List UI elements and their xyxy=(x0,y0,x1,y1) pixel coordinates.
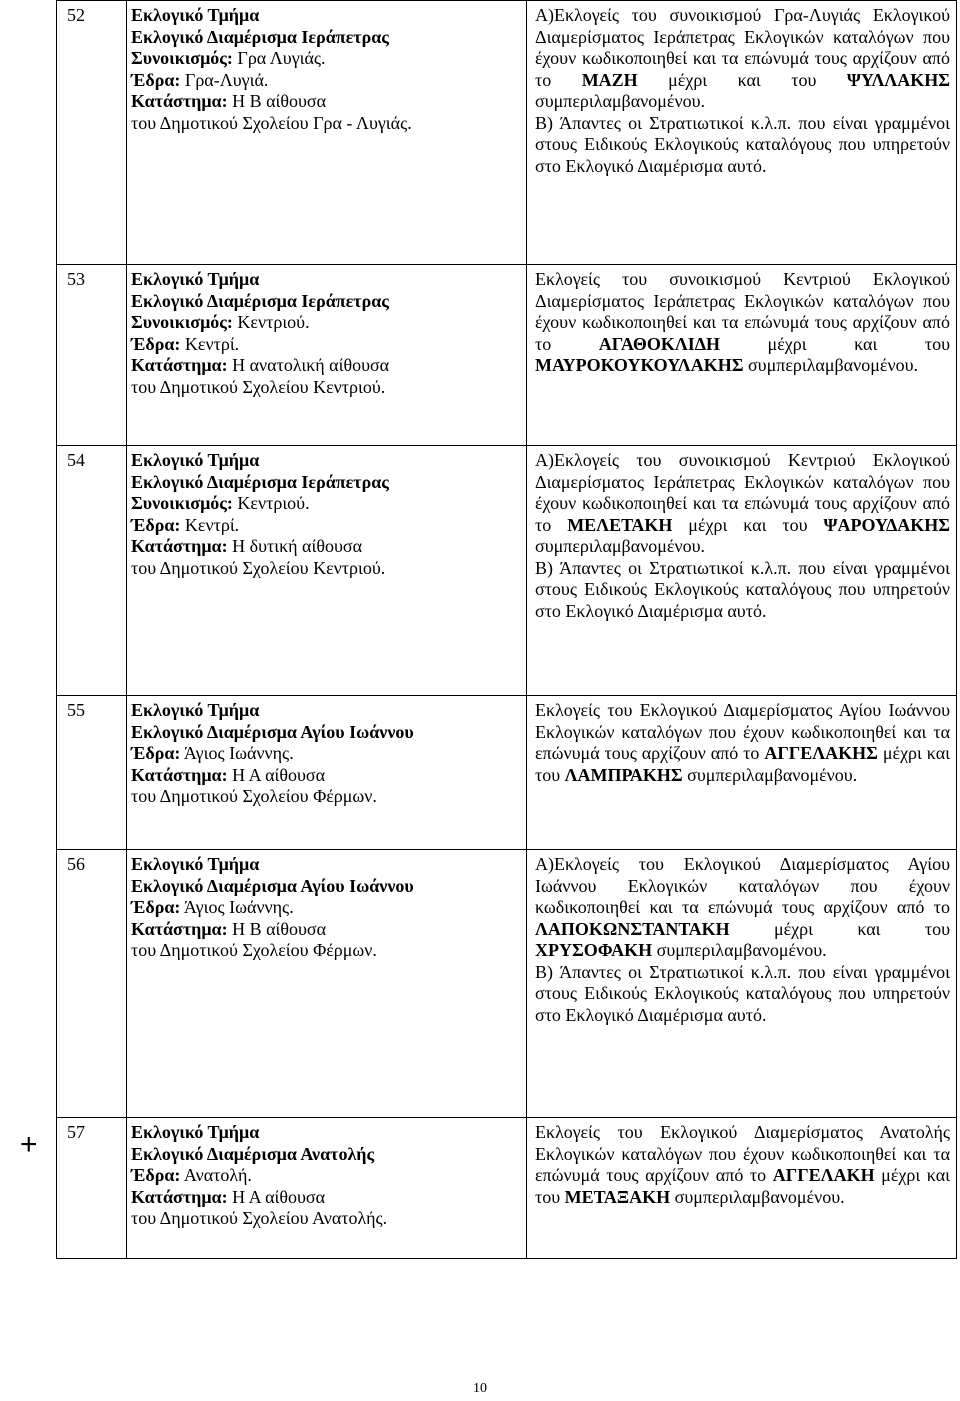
description-line xyxy=(131,1187,522,1209)
description-line xyxy=(131,897,522,919)
description-label: Εκλογικό Τμήμα xyxy=(131,450,260,470)
voters-description-cell xyxy=(527,1118,957,1259)
voters-text: μέχρι και του xyxy=(637,69,847,90)
description-label: Εκλογικό Διαμέρισμα Ιεράπετρας xyxy=(131,471,389,492)
section-description-cell xyxy=(127,265,527,446)
description-value: Γρα Λυγιάς. xyxy=(232,48,326,68)
description-line xyxy=(131,876,522,898)
surname-bound: ΑΓΓΕΛΑΚΗ xyxy=(772,1165,875,1185)
section-number-cell xyxy=(57,850,127,1118)
description-label: Έδρα: xyxy=(131,1165,181,1185)
surname-bound: ΜΑΖΗ xyxy=(581,69,638,90)
description-label: Εκλογικό Διαμέρισμα Ιεράπετρας xyxy=(131,290,389,311)
description-line xyxy=(131,5,522,27)
surname-bound: ΛΑΠΟΚΩΝΣΤΑΝΤΑΚΗ xyxy=(535,918,730,939)
description-label: Εκλογικό Τμήμα xyxy=(131,5,260,25)
description-value: Γρα-Λυγιά. xyxy=(180,69,269,90)
voters-paragraph xyxy=(535,5,950,113)
description-line xyxy=(131,291,522,313)
surname-bound: ΜΑΥΡΟΚΟΥΚΟΥΛΑΚΗΣ xyxy=(535,355,744,375)
description-line xyxy=(131,377,522,399)
voters-text: Β) Άπαντες οι Στρατιωτικοί κ.λ.π. που είναι γραμμένοι στους Ειδικούς Εκλογικούς καταλόγους που υπηρετούν στο Εκλογικό Διαμέρισμα αυτό. xyxy=(535,557,950,621)
voters-text: συμπεριλαμβανομένου. xyxy=(682,764,858,785)
description-value: Η Α αίθουσα xyxy=(227,1186,326,1207)
voters-text: μέχρι και του xyxy=(672,514,824,535)
page-number: 10 xyxy=(473,1381,487,1396)
voters-text: Εκλογείς του συνοικισμού Κεντριού Εκλογικού Διαμερίσματος Ιεράπετρας Εκλογικών καταλόγων που έχουν κωδικοποιηθεί και τα επώνυμά τους αρχίζουν από το xyxy=(535,269,950,354)
voters-text: Εκλογείς του Εκλογικού Διαμερίσματος Ανατολής Εκλογικών καταλόγων που έχουν κωδικοποιηθεί και τα επώνυμά τους αρχίζουν από το xyxy=(535,1122,950,1185)
description-value: Άγιος Ιωάννης. xyxy=(180,743,294,763)
description-label: Εκλογικό Διαμέρισμα Αγίου Ιωάννου xyxy=(131,875,414,896)
section-number: 57 xyxy=(67,1122,85,1142)
description-value: του Δημοτικού Σχολείου Κεντριού. xyxy=(131,376,386,397)
description-label: Κατάστημα: xyxy=(131,91,228,111)
table-body xyxy=(57,1,957,1259)
description-value: Κεντριού. xyxy=(232,493,310,513)
description-line xyxy=(131,1208,522,1230)
description-label: Έδρα: xyxy=(131,743,181,763)
section-description-cell xyxy=(127,850,527,1118)
description-value: Κεντριού. xyxy=(232,312,310,332)
description-line xyxy=(131,1144,522,1166)
voters-text: συμπεριλαμβανομένου. xyxy=(535,91,706,111)
surname-bound: ΨΥΛΛΑΚΗΣ xyxy=(846,69,951,90)
description-label: Εκλογικό Τμήμα xyxy=(131,1122,260,1142)
description-label: Εκλογικό Τμήμα xyxy=(131,700,260,720)
description-value: του Δημοτικού Σχολείου Φέρμων. xyxy=(131,786,377,806)
description-line xyxy=(131,1122,522,1144)
description-line xyxy=(131,355,522,377)
description-label: Συνοικισμός: xyxy=(131,312,233,332)
section-number: 52 xyxy=(67,5,85,25)
voters-description-cell xyxy=(527,265,957,446)
description-label: Εκλογικό Τμήμα xyxy=(131,854,260,874)
surname-bound: ΛΑΜΠΡΑΚΗΣ xyxy=(564,764,683,785)
description-line xyxy=(131,493,522,515)
description-line xyxy=(131,854,522,876)
description-value: Η δυτική αίθουσα xyxy=(227,536,363,556)
description-label: Εκλογικό Διαμέρισμα Αγίου Ιωάννου xyxy=(131,721,414,742)
voters-description-cell xyxy=(527,1,957,265)
description-label: Έδρα: xyxy=(131,333,181,354)
description-value: του Δημοτικού Σχολείου Κεντριού. xyxy=(131,557,386,578)
surname-bound: ΑΓΓΕΛΑΚΗΣ xyxy=(764,743,878,763)
voters-text: συμπεριλαμβανομένου. xyxy=(743,355,919,375)
description-line xyxy=(131,722,522,744)
description-value: Η Β αίθουσα xyxy=(227,918,327,939)
description-line xyxy=(131,27,522,49)
description-label: Κατάστημα: xyxy=(131,764,228,785)
description-label: Συνοικισμός: xyxy=(131,48,233,68)
description-label: Έδρα: xyxy=(131,69,181,90)
section-number: 53 xyxy=(67,269,85,289)
voters-paragraph xyxy=(535,1122,950,1208)
description-line xyxy=(131,743,522,765)
description-line xyxy=(131,472,522,494)
section-number: 55 xyxy=(67,700,85,720)
description-line xyxy=(131,940,522,962)
polling-stations-table xyxy=(56,0,957,1259)
section-number-cell xyxy=(57,1,127,265)
voters-text: Α)Εκλογείς του συνοικισμού Γρα-Λυγιάς Εκλογικού Διαμερίσματος Ιεράπετρας Εκλογικών καταλόγων που έχουν κωδικοποιηθεί και τα επώνυμά τους αρχίζουν από το xyxy=(535,5,950,90)
section-description-cell xyxy=(127,446,527,696)
description-value: του Δημοτικού Σχολείου Γρα - Λυγιάς. xyxy=(131,112,412,133)
voters-text: μέχρι και του xyxy=(729,918,950,939)
description-label: Έδρα: xyxy=(131,514,181,535)
table-row xyxy=(57,1118,957,1259)
voters-paragraph xyxy=(535,450,950,558)
description-value: Κεντρί. xyxy=(180,514,240,535)
table-row xyxy=(57,850,957,1118)
description-line xyxy=(131,334,522,356)
surname-bound: ΨΑΡΟΥΔΑΚΗΣ xyxy=(823,514,951,535)
section-number: 56 xyxy=(67,854,85,874)
voters-description-cell xyxy=(527,696,957,850)
description-value: Άγιος Ιωάννης. xyxy=(180,897,294,917)
voters-text: συμπεριλαμβανομένου. xyxy=(670,1186,845,1207)
section-description-cell xyxy=(127,696,527,850)
voters-paragraph xyxy=(535,962,950,1027)
voters-paragraph xyxy=(535,854,950,962)
description-value: του Δημοτικού Σχολείου Φέρμων. xyxy=(131,940,377,960)
voters-text: συμπεριλαμβανομένου. xyxy=(652,940,827,960)
voters-paragraph xyxy=(535,269,950,377)
voters-text: Β) Άπαντες οι Στρατιωτικοί κ.λ.π. που είναι γραμμένοι στους Ειδικούς Εκλογικούς καταλόγους που υπηρετούν στο Εκλογικό Διαμέρισμα αυτό. xyxy=(535,112,950,176)
voters-text: Εκλογείς του Εκλογικού Διαμερίσματος Αγίου Ιωάννου Εκλογικών καταλόγων που έχουν κωδικοποιηθεί και τα επώνυμά τους αρχίζουν από το xyxy=(535,700,950,763)
voters-description-cell xyxy=(527,850,957,1118)
description-line xyxy=(131,48,522,70)
description-value: Η Α αίθουσα xyxy=(227,764,326,785)
description-line xyxy=(131,558,522,580)
description-label: Εκλογικό Τμήμα xyxy=(131,269,260,289)
description-line xyxy=(131,70,522,92)
description-line xyxy=(131,1165,522,1187)
description-label: Εκλογικό Διαμέρισμα Ανατολής xyxy=(131,1143,375,1164)
table-row xyxy=(57,265,957,446)
voters-text: συμπεριλαμβανομένου. xyxy=(535,536,706,556)
table-row xyxy=(57,696,957,850)
description-label: Κατάστημα: xyxy=(131,355,228,375)
description-label: Συνοικισμός: xyxy=(131,493,233,513)
voters-paragraph xyxy=(535,113,950,178)
section-description-cell xyxy=(127,1,527,265)
voters-text: μέχρι και του xyxy=(720,333,950,354)
description-label: Έδρα: xyxy=(131,897,181,917)
description-line xyxy=(131,312,522,334)
description-line xyxy=(131,786,522,808)
table-row xyxy=(57,446,957,696)
description-line xyxy=(131,700,522,722)
section-number-cell xyxy=(57,265,127,446)
voters-paragraph xyxy=(535,558,950,623)
voters-text: Α)Εκλογείς του Εκλογικού Διαμερίσματος Αγίου Ιωάννου Εκλογικών καταλόγων που έχουν κωδικοποιηθεί και τα επώνυμά τους αρχίζουν από το xyxy=(535,854,950,917)
section-number-cell xyxy=(57,696,127,850)
description-line xyxy=(131,450,522,472)
surname-bound: ΑΓΑΘΟΚΛΙΔΗ xyxy=(598,333,721,354)
section-number-cell xyxy=(57,1118,127,1259)
description-line xyxy=(131,765,522,787)
surname-bound: ΜΕΛΕΤΑΚΗ xyxy=(567,514,673,535)
table-row xyxy=(57,1,957,265)
description-label: Εκλογικό Διαμέρισμα Ιεράπετρας xyxy=(131,26,389,47)
description-label: Κατάστημα: xyxy=(131,536,228,556)
voters-description-cell xyxy=(527,446,957,696)
plus-margin-mark: + xyxy=(20,1128,38,1161)
surname-bound: ΜΕΤΑΞΑΚΗ xyxy=(564,1186,671,1207)
section-number: 54 xyxy=(67,450,85,470)
description-label: Κατάστημα: xyxy=(131,1186,228,1207)
description-line xyxy=(131,536,522,558)
description-value: του Δημοτικού Σχολείου Ανατολής. xyxy=(131,1208,388,1228)
description-label: Κατάστημα: xyxy=(131,918,228,939)
voters-text: μέχρι και του xyxy=(535,743,950,785)
description-value: Η ανατολική αίθουσα xyxy=(227,355,390,375)
description-value: Ανατολή. xyxy=(180,1165,252,1185)
description-line xyxy=(131,269,522,291)
description-value: Κεντρί. xyxy=(180,333,240,354)
voters-text: μέχρι και του xyxy=(535,1165,950,1207)
section-number-cell xyxy=(57,446,127,696)
voters-paragraph xyxy=(535,700,950,786)
description-line xyxy=(131,91,522,113)
description-value: Η Β αίθουσα xyxy=(227,91,327,111)
section-description-cell xyxy=(127,1118,527,1259)
description-line xyxy=(131,113,522,135)
description-line xyxy=(131,515,522,537)
description-line xyxy=(131,919,522,941)
voters-text: Β) Άπαντες οι Στρατιωτικοί κ.λ.π. που είναι γραμμένοι στους Ειδικούς Εκλογικούς καταλόγους που υπηρετούν στο Εκλογικό Διαμέρισμα αυτό. xyxy=(535,961,950,1025)
surname-bound: ΧΡΥΣΟΦΑΚΗ xyxy=(535,940,653,960)
voters-text: Α)Εκλογείς του συνοικισμού Κεντριού Εκλογικού Διαμερίσματος Ιεράπετρας Εκλογικών καταλόγων που έχουν κωδικοποιηθεί και τα επώνυμά τους αρχίζουν από το xyxy=(535,450,950,535)
